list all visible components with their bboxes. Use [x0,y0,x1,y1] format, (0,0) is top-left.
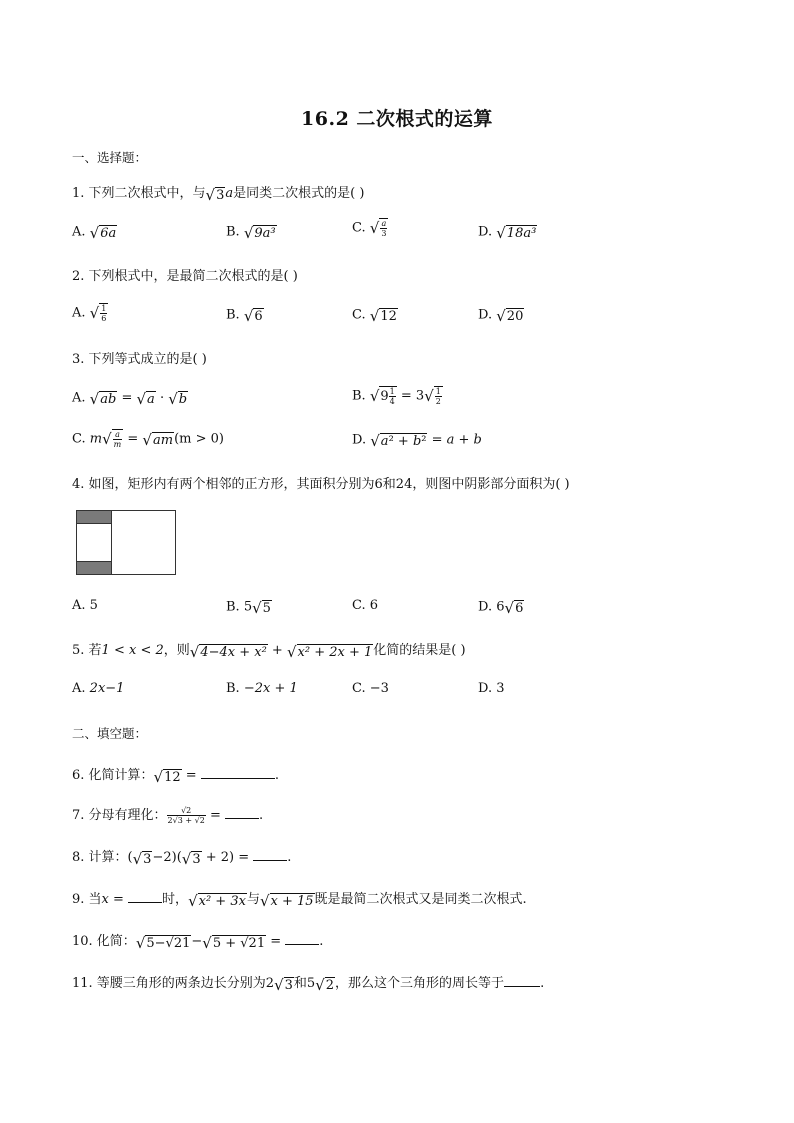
radical: √3 [205,185,225,204]
answer-blank[interactable] [128,890,162,903]
q2-option-b[interactable]: B. √6 [226,307,263,325]
q5-option-c[interactable]: C. −3 [352,681,389,696]
q4-option-b[interactable]: B. 5√5 [226,599,271,617]
answer-blank[interactable] [504,974,540,987]
question-6: 6. 化简计算：√12 = . [72,767,279,786]
q5-option-d[interactable]: D. 3 [478,681,505,696]
section-choice-heading: 一、选择题： [72,150,148,165]
q5-option-b[interactable]: B. −2x + 1 [226,681,298,696]
q5-option-a[interactable]: A. 2x−1 [72,681,125,696]
question-9: 9. 当x = 时，√x² + 3x与√x + 15既是最简二次根式又是同类二次根式. [72,891,527,910]
q2-option-d[interactable]: D. √20 [478,307,524,325]
question-11: 11. 等腰三角形的两条边长分别为2√3和5√2，那么这个三角形的周长等于 . [72,975,545,994]
rectangle-squares-figure [76,510,176,575]
answer-blank[interactable] [201,766,275,779]
q1-option-a[interactable]: A. √6a [72,224,117,242]
q4-option-c[interactable]: C. 6 [352,598,379,613]
answer-blank[interactable] [285,932,319,945]
section-fill-heading: 二、填空题： [72,726,148,741]
q1-option-c[interactable]: C. √ $\frac{a}{3}$ [352,219,387,238]
answer-blank[interactable] [225,806,259,819]
question-7: 7. 分母有理化： $\frac{√2}{2√3 + √2}$ = . [72,806,264,825]
q1-option-d[interactable]: D. √18a³ [478,224,537,242]
question-5: 5. 若1 < x < 2，则√4−4x + x² + √x² + 2x + 1化简的结果是( ) [72,642,466,661]
q2-option-a[interactable]: A. √ $\frac{1}{6}$ [72,304,107,323]
q3-option-b[interactable]: B. √9 $\frac{1}{4}$ = 3√ $\frac{1}{2}$ [352,387,441,406]
q2-option-c[interactable]: C. √12 [352,307,397,325]
q1-option-b[interactable]: B. √9a³ [226,224,276,242]
question-2: 2. 下列根式中，是最简二次根式的是( ) [72,269,298,284]
question-10: 10. 化简：√5−√21−√5 + √21 = . [72,933,324,952]
q3-option-c[interactable]: C. m√ $\frac{a}{m}$ = √am(m > 0) [72,430,224,449]
q4-option-a[interactable]: A. 5 [72,598,98,613]
question-4: 4. 如图，矩形内有两个相邻的正方形，其面积分别为6和24，则图中阴影部分面积为( ) [72,477,570,492]
answer-blank[interactable] [253,848,287,861]
q3-option-d[interactable]: D. √a² + b² = a + b [352,432,482,450]
q4-option-d[interactable]: D. 6√6 [478,599,524,617]
question-8: 8. 计算：(√3−2)(√3 + 2) = . [72,849,292,868]
question-3: 3. 下列等式成立的是( ) [72,352,207,367]
q3-option-a[interactable]: A. √ab = √a · √b [72,390,188,408]
question-1: 1. 下列二次根式中，与√3a是同类二次根式的是( ) [72,185,365,204]
page-title: 16.2 二次根式的运算 [301,108,493,130]
